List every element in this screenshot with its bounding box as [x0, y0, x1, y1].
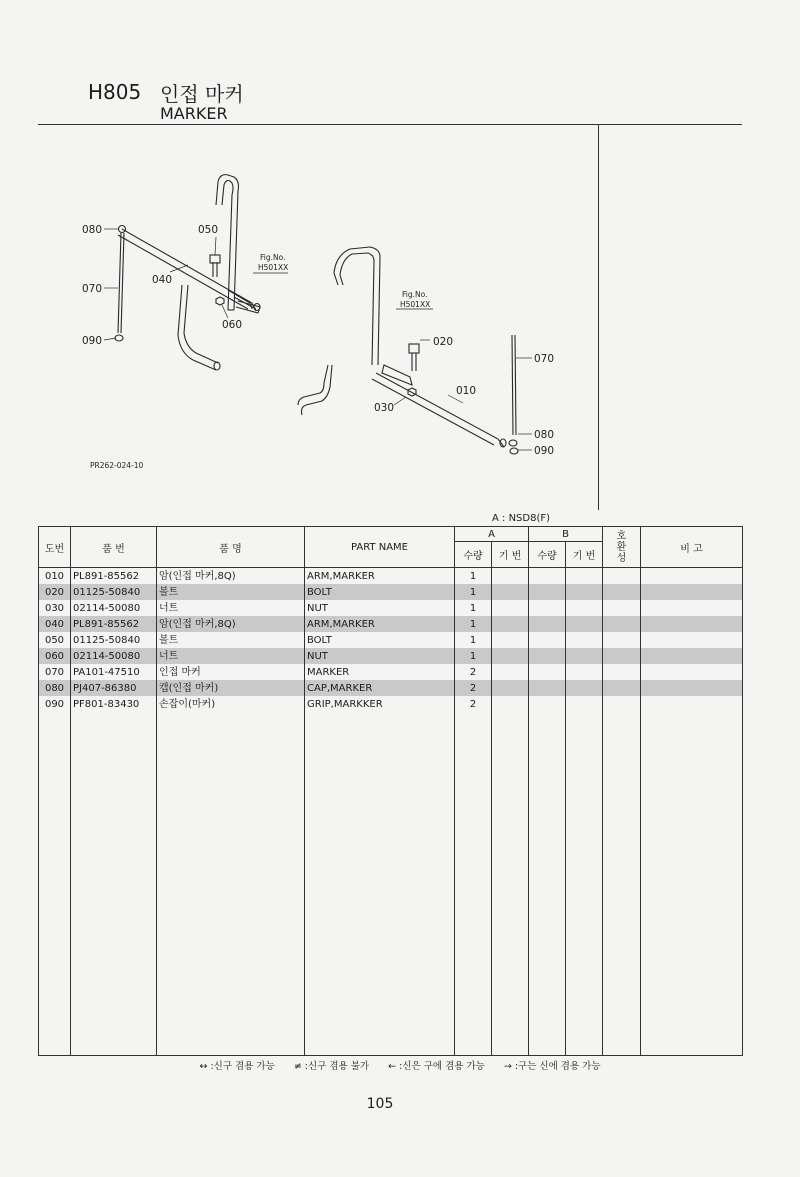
row-qty-a: 1 [455, 632, 492, 648]
row-compatibility [603, 632, 641, 648]
header-group-a: A [455, 527, 529, 542]
row-qty-b [529, 648, 566, 664]
row-machine-b [566, 664, 603, 680]
row-part-no: PA101-47510 [71, 664, 157, 680]
row-compatibility [603, 680, 641, 696]
section-title-korean: 인접 마커 [160, 82, 244, 106]
row-part-name: ARM,MARKER [305, 616, 455, 632]
row-qty-b [529, 584, 566, 600]
row-machine-b [566, 616, 603, 632]
row-part-no: PL891-85562 [71, 616, 157, 632]
header-group-b: B [529, 527, 603, 542]
header-part-no: 품 번 [71, 527, 157, 568]
row-qty-a: 1 [455, 616, 492, 632]
row-part-name: ARM,MARKER [305, 568, 455, 585]
table-row [39, 600, 743, 616]
row-qty-b [529, 680, 566, 696]
diagram-label-070-left: 070 [82, 283, 103, 295]
diagram-label-070-right: 070 [534, 353, 555, 365]
row-qty-b [529, 616, 566, 632]
row-no: 030 [39, 600, 71, 616]
header-remarks: 비 고 [641, 527, 743, 568]
row-machine-b [566, 568, 603, 585]
row-part-name: MARKER [305, 664, 455, 680]
row-qty-a: 1 [455, 600, 492, 616]
row-name-korean: 볼트 [157, 632, 305, 648]
legend-new-to-old: ← :신은 구에 겸용 가능 [388, 1061, 485, 1072]
row-qty-a: 1 [455, 648, 492, 664]
model-subheader: A : NSD8(F) [492, 513, 551, 524]
row-qty-a: 2 [455, 680, 492, 696]
empty-cell [641, 712, 743, 1056]
row-qty-a: 2 [455, 696, 492, 712]
row-no: 060 [39, 648, 71, 664]
right-bolt [412, 353, 416, 371]
row-qty-a: 1 [455, 568, 492, 585]
diagram-label-080-right: 080 [534, 429, 555, 441]
empty-cell [39, 712, 71, 1056]
diagram-figref-left-1: Fig.No. [260, 253, 286, 262]
row-part-no: 01125-50840 [71, 632, 157, 648]
row-part-no: 02114-50080 [71, 648, 157, 664]
table-empty-space [39, 712, 743, 1056]
page-number: 105 [366, 1096, 394, 1112]
empty-cell [492, 712, 529, 1056]
row-qty-b [529, 600, 566, 616]
row-compatibility [603, 568, 641, 585]
empty-cell [71, 712, 157, 1056]
header-qty-a: 수량 [455, 542, 492, 568]
row-part-no: PJ407-86380 [71, 680, 157, 696]
diagram-label-060: 060 [222, 319, 243, 331]
diagram-figref-right-1: Fig.No. [402, 290, 428, 299]
row-machine-b [566, 648, 603, 664]
row-remarks [641, 648, 743, 664]
diagram-label-020: 020 [433, 336, 454, 348]
parts-diagram [38, 125, 598, 510]
legend-old-to-new: → :구는 신에 겸용 가능 [503, 1061, 601, 1072]
row-name-korean: 캡(인접 마커) [157, 680, 305, 696]
row-no: 020 [39, 584, 71, 600]
table-row [39, 616, 743, 632]
row-compatibility [603, 600, 641, 616]
row-compatibility [603, 616, 641, 632]
row-machine-b [566, 696, 603, 712]
row-part-no: PL891-85562 [71, 568, 157, 585]
row-name-korean: 인접 마커 [157, 664, 305, 680]
legend-none: ≠ :신구 겸용 불가 [293, 1061, 370, 1072]
row-machine-a [492, 632, 529, 648]
table-row [39, 696, 743, 712]
diagram-figref-left-2: H501XX [258, 263, 289, 272]
row-part-name: NUT [305, 648, 455, 664]
table-row [39, 584, 743, 600]
row-no: 080 [39, 680, 71, 696]
parts-table-body [39, 568, 743, 1056]
row-part-no: 02114-50080 [71, 600, 157, 616]
row-machine-a [492, 616, 529, 632]
empty-cell [529, 712, 566, 1056]
table-row [39, 680, 743, 696]
empty-cell [566, 712, 603, 1056]
row-name-korean: 손잡이(마커) [157, 696, 305, 712]
row-machine-a [492, 696, 529, 712]
row-remarks [641, 696, 743, 712]
row-part-no: PF801-83430 [71, 696, 157, 712]
row-machine-b [566, 600, 603, 616]
right-marker-rod [512, 335, 513, 435]
diagram-label-050: 050 [198, 224, 219, 236]
row-part-name: CAP,MARKER [305, 680, 455, 696]
row-machine-b [566, 632, 603, 648]
header-compatibility: 호환성 [603, 527, 641, 568]
row-machine-a [492, 600, 529, 616]
header-machine-b: 기 번 [566, 542, 603, 568]
row-machine-a [492, 648, 529, 664]
row-name-korean: 볼트 [157, 584, 305, 600]
row-part-name: NUT [305, 600, 455, 616]
row-machine-a [492, 568, 529, 585]
row-qty-b [529, 696, 566, 712]
table-row [39, 568, 743, 585]
row-no: 090 [39, 696, 71, 712]
diagram-label-090-right: 090 [534, 445, 555, 457]
empty-cell [305, 712, 455, 1056]
diagram-label-090-left: 090 [82, 335, 103, 347]
header-machine-a: 기 번 [492, 542, 529, 568]
diagram-right-rule [598, 125, 599, 510]
row-remarks [641, 568, 743, 585]
compatibility-legend [0, 1058, 800, 1072]
row-no: 050 [39, 632, 71, 648]
table-row [39, 632, 743, 648]
row-remarks [641, 664, 743, 680]
section-code: H805 [88, 80, 142, 104]
diagram-label-080-left: 080 [82, 224, 103, 236]
diagram-label-010: 010 [456, 385, 477, 397]
header-qty-b: 수량 [529, 542, 566, 568]
row-name-korean: 너트 [157, 600, 305, 616]
row-qty-a: 2 [455, 664, 492, 680]
parts-table [38, 526, 743, 1056]
left-marker-rod [118, 233, 121, 333]
row-compatibility [603, 664, 641, 680]
row-part-name: BOLT [305, 632, 455, 648]
row-part-no: 01125-50840 [71, 584, 157, 600]
row-machine-a [492, 664, 529, 680]
row-machine-a [492, 680, 529, 696]
row-qty-b [529, 664, 566, 680]
row-qty-b [529, 632, 566, 648]
row-remarks [641, 632, 743, 648]
row-name-korean: 암(인접 마커,8Q) [157, 616, 305, 632]
row-no: 070 [39, 664, 71, 680]
row-remarks [641, 616, 743, 632]
section-title-english: MARKER [160, 104, 228, 123]
row-remarks [641, 600, 743, 616]
row-qty-a: 1 [455, 584, 492, 600]
row-qty-b [529, 568, 566, 585]
diagram-label-030: 030 [374, 402, 395, 414]
row-name-korean: 너트 [157, 648, 305, 664]
row-no: 040 [39, 616, 71, 632]
row-compatibility [603, 696, 641, 712]
header-part-name: PART NAME [305, 527, 455, 568]
row-no: 010 [39, 568, 71, 585]
row-compatibility [603, 648, 641, 664]
row-machine-a [492, 584, 529, 600]
header-no: 도번 [39, 527, 71, 568]
row-part-name: BOLT [305, 584, 455, 600]
row-remarks [641, 680, 743, 696]
header-name-korean: 품 명 [157, 527, 305, 568]
left-arm-frame [216, 175, 239, 310]
empty-cell [603, 712, 641, 1056]
row-part-name: GRIP,MARKKER [305, 696, 455, 712]
empty-cell [455, 712, 492, 1056]
diagram-reference-code: PR262-024-10 [90, 461, 144, 470]
diagram-label-040: 040 [152, 274, 173, 286]
table-row [39, 664, 743, 680]
left-nut [216, 297, 224, 305]
row-machine-b [566, 584, 603, 600]
row-compatibility [603, 584, 641, 600]
row-name-korean: 암(인접 마커,8Q) [157, 568, 305, 585]
right-tube [376, 373, 504, 447]
row-remarks [641, 584, 743, 600]
table-row [39, 648, 743, 664]
legend-both: ↔ :신구 겸용 가능 [199, 1061, 275, 1072]
empty-cell [157, 712, 305, 1056]
left-bolt [213, 262, 217, 277]
diagram-figref-right-2: H501XX [400, 300, 431, 309]
row-machine-b [566, 680, 603, 696]
